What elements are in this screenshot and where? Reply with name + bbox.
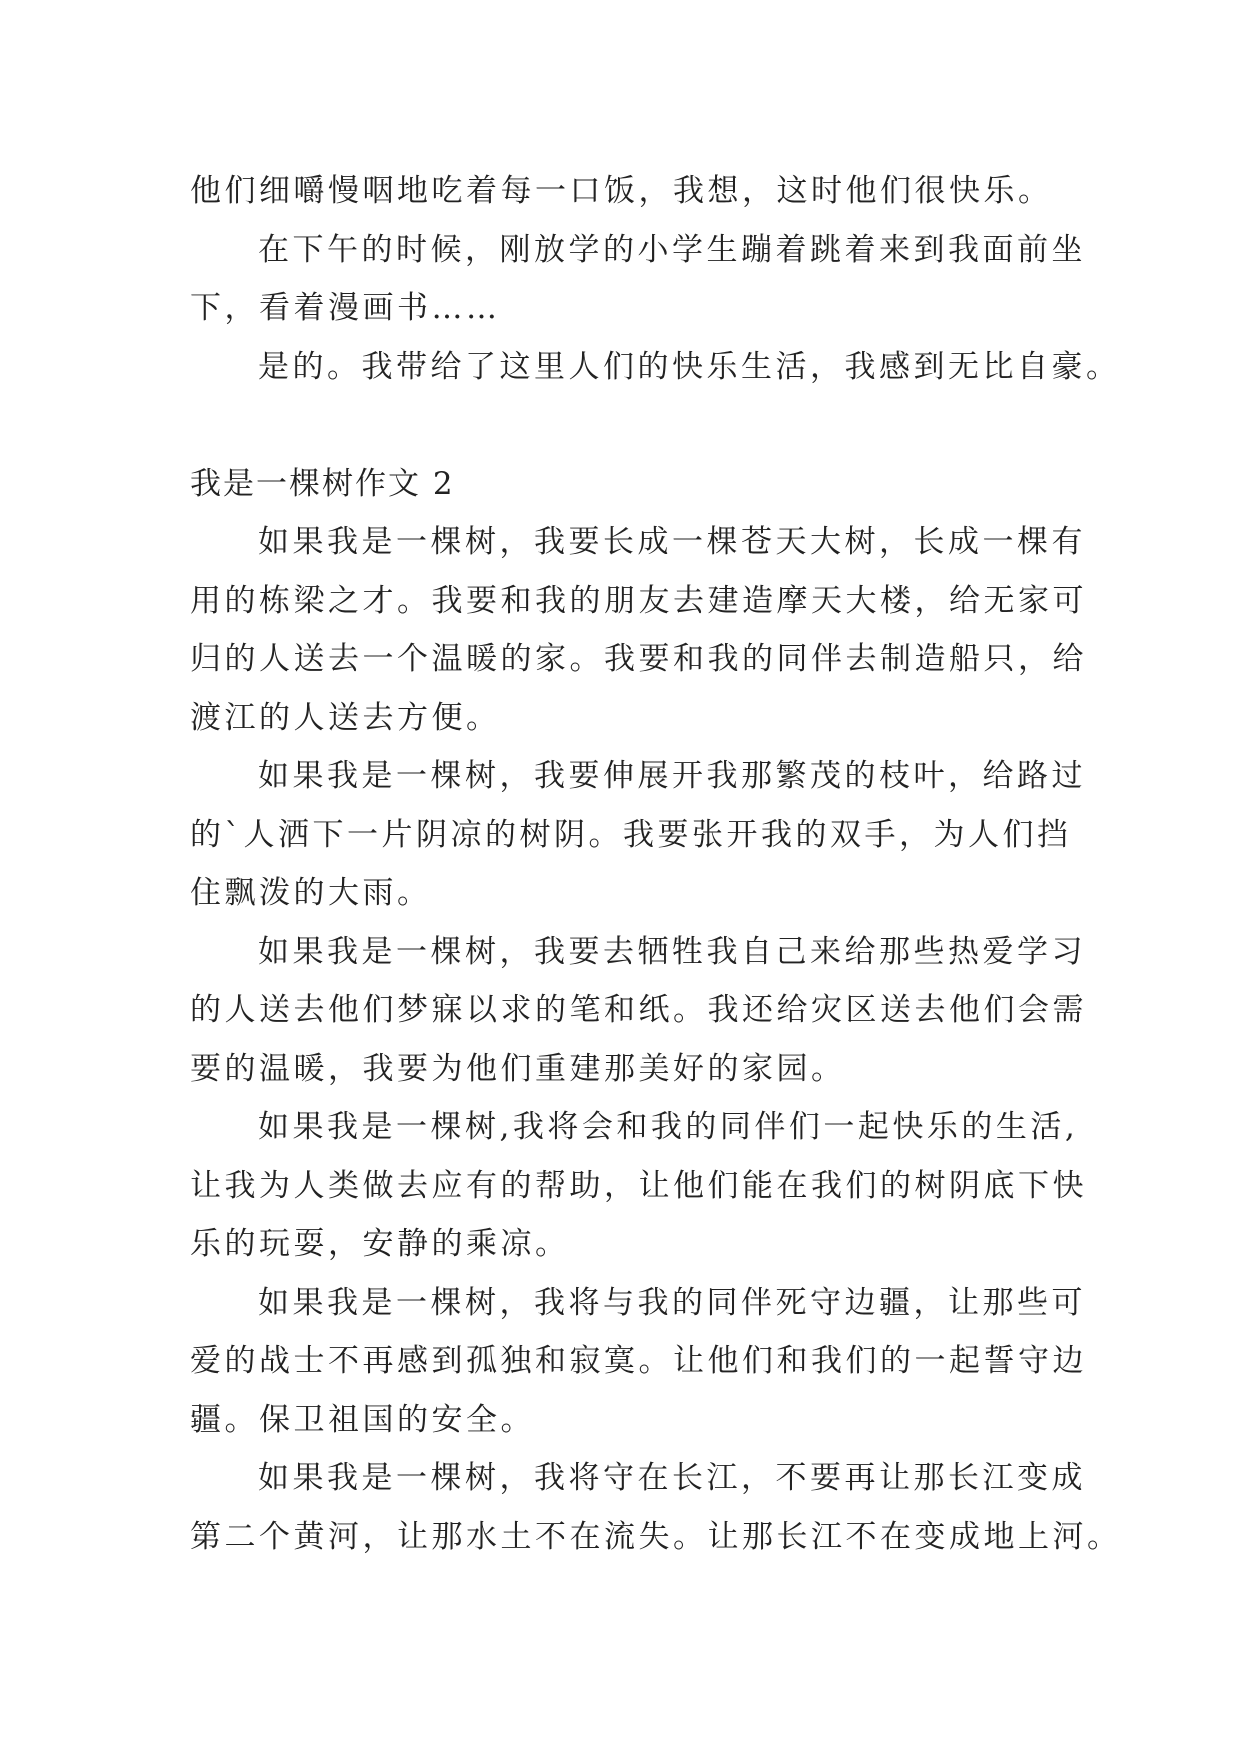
text-line: 归的人送去一个温暖的家。我要和我的同伴去制造船只，给 [190,641,1087,677]
text-line: 如果我是一棵树，我将与我的同伴死守边疆，让那些可 [258,1284,1086,1321]
text-line: 他们细嚼慢咽地吃着每一口饭，我想，这时他们很快乐。 [190,173,1053,209]
text-line: 在下午的时候，刚放学的小学生蹦着跳着来到我面前坐 [258,231,1086,268]
text-line: 的人送去他们梦寐以求的笔和纸。我还给灾区送去他们会需 [190,992,1087,1028]
text-line: 用的栋梁之才。我要和我的朋友去建造摩天大楼，给无家可 [190,582,1087,619]
text-line: 住飘泼的大雨。 [190,875,432,911]
text-line: 下，看着漫画书…… [190,290,501,326]
section-heading: 我是一棵树作文 2 [190,465,455,502]
text-line: 如果我是一棵树，我将守在长江，不要再让那长江变成 [258,1460,1086,1496]
text-line: 第二个黄河，让那水土不在流失。让那长江不在变成地上河。 [190,1518,1122,1555]
text-line: 如果我是一棵树，我要伸展开我那繁茂的枝叶，给路过 [258,758,1086,794]
text-line: 如果我是一棵树，我要去牺牲我自己来给那些热爱学习 [258,933,1086,970]
document-body [190,162,1122,1566]
text-line: 如果我是一棵树，我要长成一棵苍天大树，长成一棵有 [258,524,1086,560]
text-line: 疆。保卫祖国的安全。 [190,1401,535,1438]
text-line: 让我为人类做去应有的帮助，让他们能在我们的树阴底下快 [190,1167,1087,1204]
paragraph-gap [190,396,1060,455]
text-line: 爱的战士不再感到孤独和寂寞。让他们和我们的一起誓守边 [190,1343,1087,1379]
text-line: 是的。我带给了这里人们的快乐生活，我感到无比自豪。 [258,348,1121,385]
text-line: 要的温暖，我要为他们重建那美好的家园。 [190,1050,846,1087]
text-line: 如果我是一棵树,我将会和我的同伴们一起快乐的生活, [258,1109,1079,1145]
text-line: 的`人洒下一片阴凉的树阴。我要张开我的双手，为人们挡 [190,816,1072,853]
text-line: 渡江的人送去方便。 [190,699,501,736]
text-line: 乐的玩耍，安静的乘凉。 [190,1226,570,1262]
